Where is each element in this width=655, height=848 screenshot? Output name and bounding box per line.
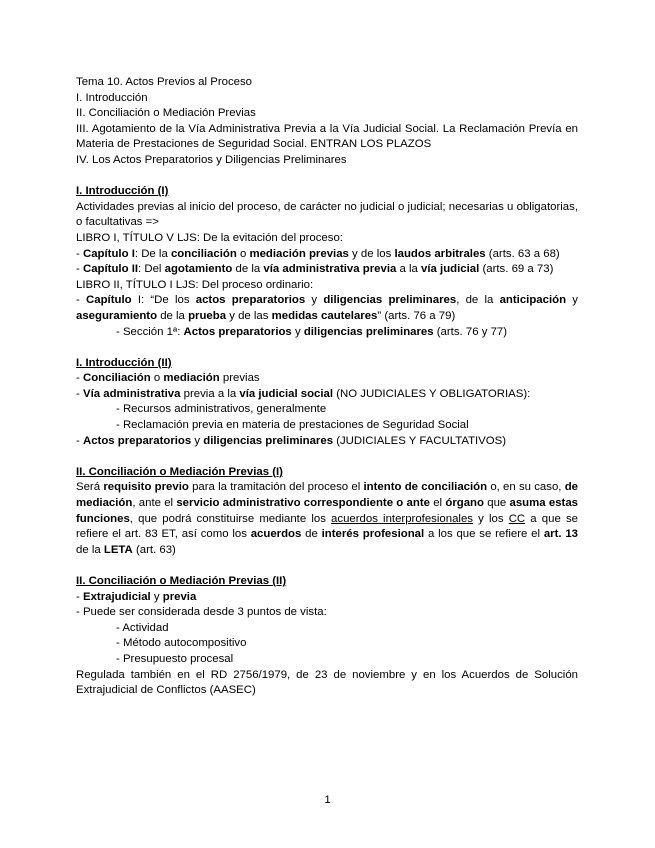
section-heading-intro-1: I. Introducción (I) [76, 185, 169, 198]
libro-2-line: LIBRO II, TÍTULO I LJS: Del proceso ordinario: [76, 278, 314, 291]
sub-item-metodo: - Método autocompositivo [116, 637, 247, 650]
doc-title: Tema 10. Actos Previos al Proceso [76, 76, 253, 88]
list-item-actos-preparatorios: - Actos preparatorios y diligencias preliminares (JUDICIALES Y FACULTATIVOS) [76, 434, 507, 447]
toc-item-2: II. Conciliación o Mediación Previas [76, 107, 256, 120]
section-heading-conciliacion-1: II. Conciliación o Mediación Previas (I) [76, 465, 283, 478]
capitulo-2-line: - Capítulo II: Del agotamiento de la vía administrativa previa a la vía judicial (arts. 69 a 73) [76, 263, 554, 276]
document-page [76, 75, 578, 699]
capitulo-1-line: - Capítulo I: De la conciliación o mediación previas y de los laudos arbitrales (arts. 63 a 68) [76, 247, 560, 260]
libro-1-line: LIBRO I, TÍTULO V LJS: De la evitación del proceso: [76, 231, 343, 244]
capitulo-ordinario-line: - Capítulo I: “De los actos preparatorios y diligencias preliminares, de la anticipación y aseguramiento de la prueba y de las medidas cautelares” (arts. 76 a 79) [76, 294, 578, 322]
toc-item-3: III. Agotamiento de la Vía Administrativa Previa a la Vía Judicial Social. La Reclamación Prevía en Materia de Prestaciones de Seguridad Social. ENTRAN LOS PLAZOS [76, 122, 578, 151]
intro-paragraph: Actividades previas al inicio del proceso, de carácter no judicial o judicial; necesarias u obligatorias, o facultativas => [76, 200, 578, 229]
list-item-conciliacion: - Conciliación o mediación previas [76, 372, 260, 385]
sub-item-actividad: - Actividad [116, 621, 169, 634]
seccion-1-line: - Sección 1ª: Actos preparatorios y diligencias preliminares (arts. 76 y 77) [116, 325, 508, 338]
section-heading-conciliacion-2: II. Conciliación o Mediación Previas (II) [76, 575, 287, 587]
list-item-via-administrativa: - Vía administrativa previa a la vía judicial social (NO JUDICIALES Y OBLIGATORIAS): [76, 387, 531, 400]
sub-item-presupuesto: - Presupuesto procesal [116, 652, 234, 665]
list-item-extrajudicial: - Extrajudicial y previa [76, 590, 197, 603]
page-number: 1 [324, 794, 331, 806]
sub-item-recursos: - Recursos administrativos, generalmente [116, 403, 327, 416]
toc-item-1: I. Introducción [76, 91, 148, 104]
regulada-paragraph: Regulada también en el RD 2756/1979, de 23 de noviembre y en los Acuerdos de Solución Extrajudicial de Conflictos (AASEC) [76, 668, 578, 697]
toc-item-4: IV. Los Actos Preparatorios y Diligencias Preliminares [76, 153, 347, 166]
conciliacion-paragraph: Será requisito previo para la tramitación del proceso el intento de conciliación o, en su caso, de mediación, ante el servicio administrativo correspondiente o ante el órgano que asuma estas funciones, que podrá constituirse mediante los acuerdos interprofesionales y los CC a que se refiere el art. 83 ET, así como los acuerdos de interés profesional a los que se refiere el art. 13 de la LETA (art. 63) [76, 481, 579, 556]
list-item-puntos-de-vista: - Puede ser considerada desde 3 puntos de vista: [76, 606, 327, 619]
sub-item-reclamacion: - Reclamación previa en materia de prestaciones de Seguridad Social [116, 419, 469, 432]
section-heading-intro-2: I. Introducción (II) [76, 356, 172, 369]
